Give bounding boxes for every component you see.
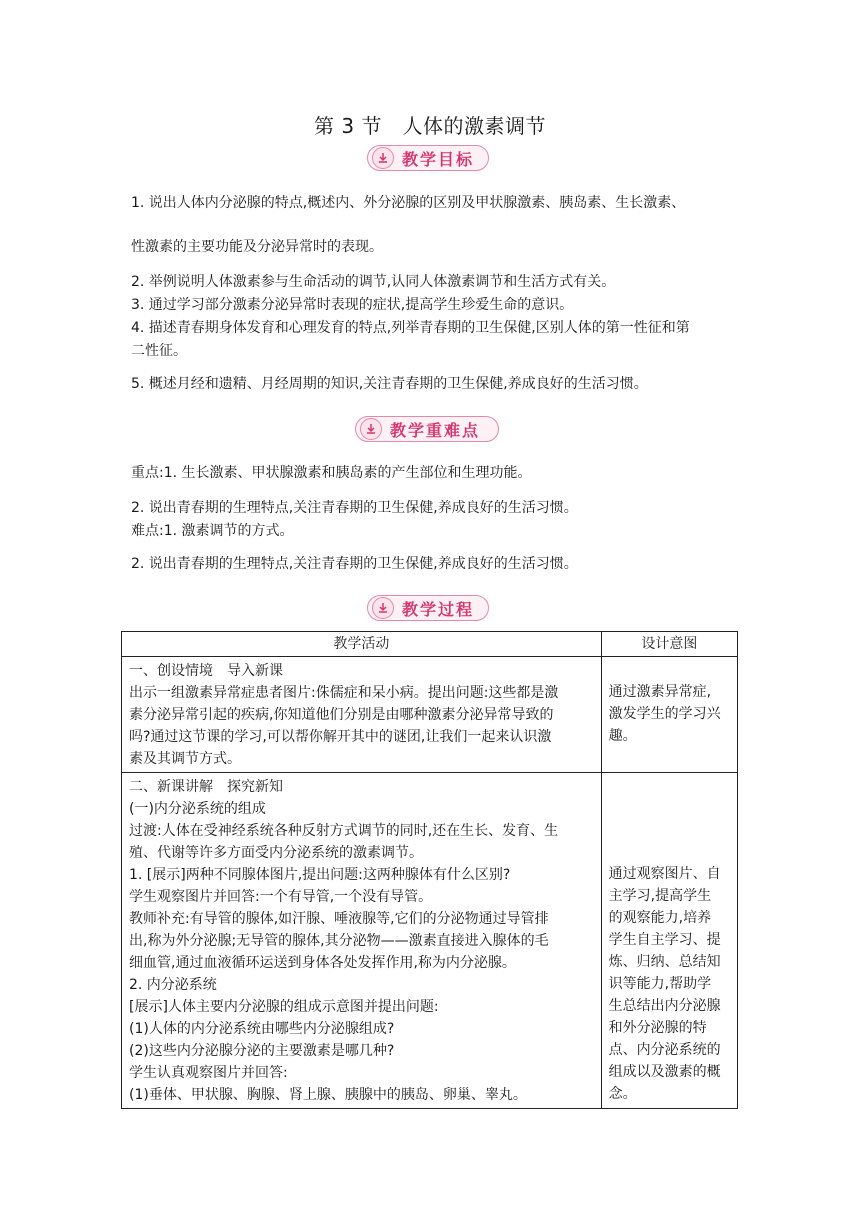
header-activity: 教学活动 — [122, 632, 602, 657]
intent-line: 趣。 — [608, 728, 637, 744]
activity-line: 出示一组激素异常症患者图片:侏儒症和呆小病。提出问题:这些都是激 — [129, 685, 559, 701]
header-intent: 设计意图 — [601, 632, 737, 657]
activity-line: (1)垂体、甲状腺、胸腺、肾上腺、胰腺中的胰岛、卵巢、睾丸。 — [129, 1087, 527, 1103]
table-header-row — [122, 632, 738, 657]
intent-line: 念。 — [608, 1086, 637, 1102]
activity-line: 过渡:人体在受神经系统各种反射方式调节的同时,还在生长、发育、生 — [129, 823, 559, 839]
intent-cell — [601, 773, 737, 1109]
table-row — [122, 657, 738, 773]
activity-line: 殖、代谢等许多方面受内分泌系统的激素调节。 — [129, 845, 423, 861]
intent-line: 炼、归纳、总结知 — [608, 954, 721, 970]
activity-line: [展示]人体主要内分泌腺的组成示意图并提出问题: — [129, 999, 439, 1015]
intent-line: 学生自主学习、提 — [608, 932, 721, 948]
section-title-keypoints: 教学重难点 — [390, 420, 481, 440]
activity-line: 2. 内分泌系统 — [129, 977, 217, 993]
section-badge-keypoints — [355, 416, 499, 442]
activity-line: (1)人体的内分泌系统由哪些内分泌腺组成? — [129, 1021, 395, 1037]
activity-cell — [122, 773, 602, 1109]
intent-line: 的观察能力,培养 — [608, 910, 712, 926]
activity-line: 学生认真观察图片并回答: — [129, 1065, 288, 1081]
keypoint-line: 2. 说出青春期的生理特点,关注青春期的卫生保健,养成良好的生活习惯。 — [131, 556, 578, 572]
activity-line: 吗?通过这节课的学习,可以帮你解开其中的谜团,让我们一起来认识激 — [129, 729, 552, 745]
keypoint-line: 2. 说出青春期的生理特点,关注青春期的卫生保健,养成良好的生活习惯。 — [131, 500, 578, 516]
activity-line: (一)内分泌系统的组成 — [129, 801, 266, 817]
goal-line: 4. 描述青春期身体发育和心理发育的特点,列举青春期的卫生保健,区别人体的第一性征和第 — [131, 320, 690, 336]
table-row — [122, 773, 738, 1109]
activity-line: (2)这些内分泌腺分泌的主要激素是哪几种? — [129, 1043, 395, 1059]
activity-line: 素及其调节方式。 — [129, 751, 241, 767]
activity-line: 素分泌异常引起的疾病,你知道他们分别是由哪种激素分泌异常导致的 — [129, 707, 554, 723]
activity-line: 教师补充:有导管的腺体,如汗腺、唾液腺等,它们的分泌物通过导管排 — [129, 911, 549, 927]
section-title-process: 教学过程 — [402, 599, 475, 619]
section-title-goals: 教学目标 — [402, 149, 475, 169]
activity-line: 出,称为外分泌腺;无导管的腺体,其分泌物——激素直接进入腺体的毛 — [129, 933, 549, 949]
activity-cell — [122, 657, 602, 773]
badge-icon — [372, 597, 394, 619]
intent-line: 生总结出内分泌腺 — [608, 998, 721, 1014]
goal-line: 3. 通过学习部分激素分泌异常时表现的症状,提高学生珍爱生命的意识。 — [131, 297, 574, 313]
intent-cell — [601, 657, 737, 773]
page-title: 第 3 节 人体的激素调节 — [314, 114, 546, 138]
intent-line: 通过激素异常症, — [608, 684, 712, 700]
goal-line: 1. 说出人体内分泌腺的特点,概述内、外分泌腺的区别及甲状腺激素、胰岛素、生长激素、 — [131, 195, 686, 211]
goal-line: 二性征。 — [131, 343, 187, 359]
goal-line: 性激素的主要功能及分泌异常时的表现。 — [131, 239, 383, 255]
badge-icon — [360, 418, 382, 440]
intent-line: 点、内分泌系统的 — [608, 1042, 721, 1058]
activity-line: 学生观察图片并回答:一个有导管,一个没有导管。 — [129, 889, 433, 905]
intent-line: 组成以及激素的概 — [608, 1064, 721, 1080]
keypoint-line: 重点:1. 生长激素、甲状腺激素和胰岛素的产生部位和生理功能。 — [131, 465, 532, 481]
activity-line: 1. [展示]两种不同腺体图片,提出问题:这两种腺体有什么区别? — [129, 867, 511, 883]
activity-line: 二、新课讲解 探究新知 — [129, 779, 283, 795]
goal-line: 5. 概述月经和遗精、月经周期的知识,关注青春期的卫生保健,养成良好的生活习惯。 — [131, 376, 648, 392]
intent-line: 通过观察图片、自 — [608, 866, 721, 882]
badge-icon — [372, 147, 394, 169]
activity-line: 一、创设情境 导入新课 — [129, 663, 283, 679]
intent-line: 主学习,提高学生 — [608, 888, 712, 904]
activity-line: 细血管,通过血液循环运送到身体各处发挥作用,称为内分泌腺。 — [129, 955, 516, 971]
intent-line: 和外分泌腺的特 — [608, 1020, 707, 1036]
keypoint-line: 难点:1. 激素调节的方式。 — [131, 523, 294, 539]
section-badge-process — [367, 595, 489, 621]
goal-line: 2. 举例说明人体激素参与生命活动的调节,认同人体激素调节和生活方式有关。 — [131, 274, 616, 290]
intent-line: 识等能力,帮助学 — [608, 976, 712, 992]
intent-line: 激发学生的学习兴 — [608, 706, 721, 722]
process-table — [121, 631, 738, 1109]
section-badge-goals — [367, 145, 489, 171]
